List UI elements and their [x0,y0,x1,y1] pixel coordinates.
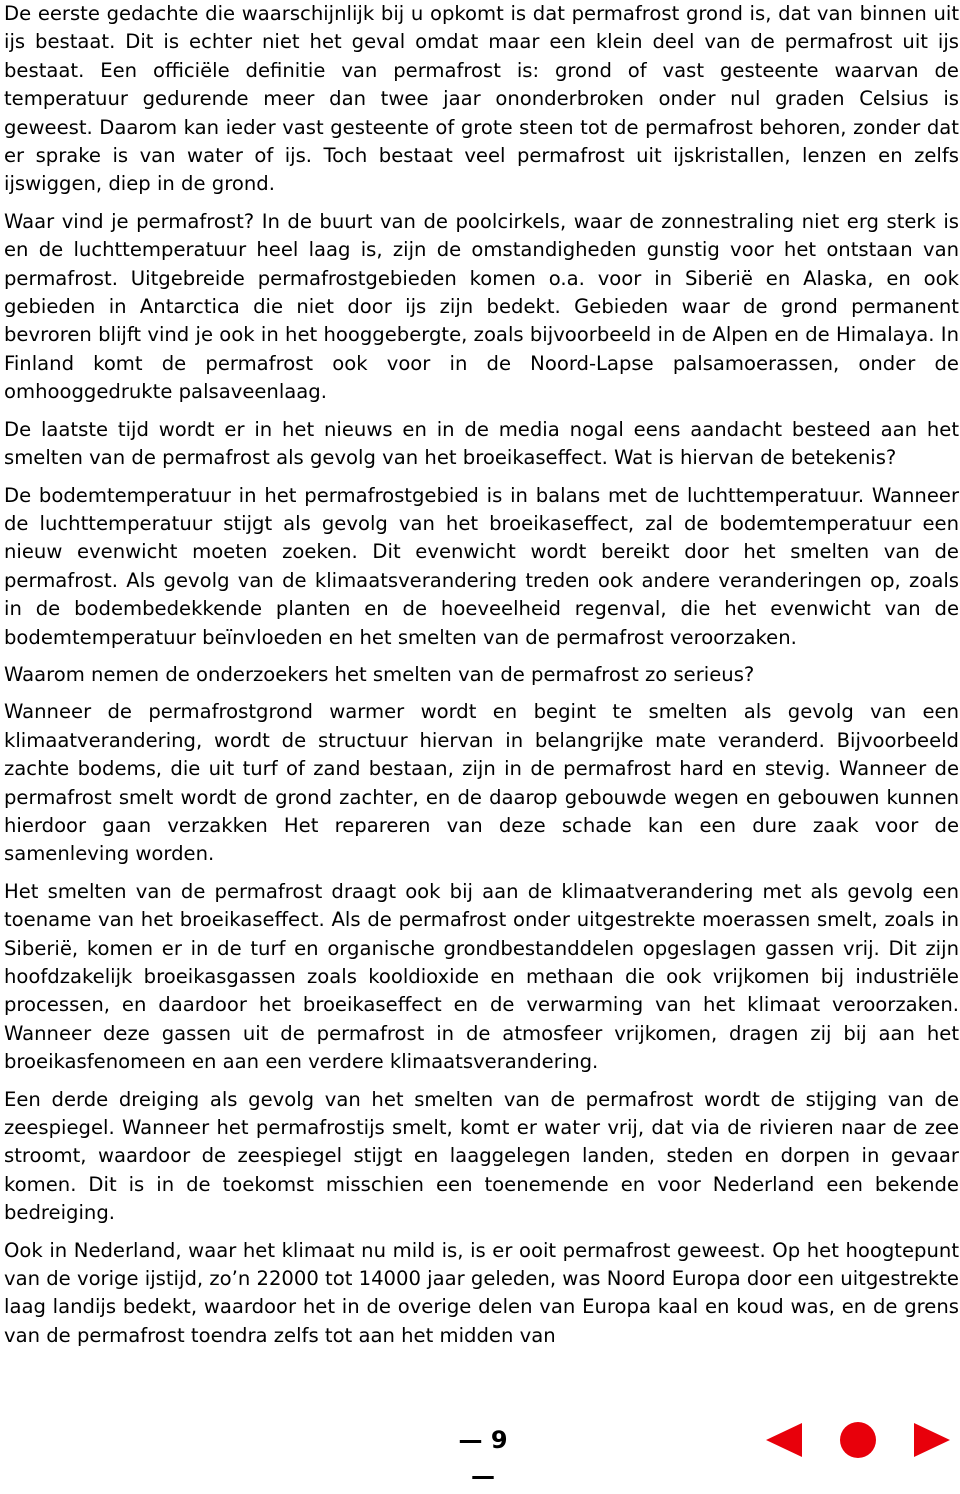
paragraph-definition: De eerste gedachte die waarschijnlijk bij u opkomt is dat permafrost grond is, dat van binnen uit ijs bestaat. Dit is echter niet het geval omdat maar een klein deel van de permafrost uit ijs bestaat. Een officiële definitie van permafrost is: grond of vast gesteente waarvan de temperatuur gedurende meer dan twee jaar ononderbroken onder nul graden Celsius is geweest. Daarom kan ieder vast gesteente of grote steen tot de permafrost behoren, zonder dat er sprake is van water of ijs. Toch bestaat veel permafrost uit ijskristallen, lenzen en zelfs ijswiggen, diep in de grond. [4,2,959,196]
paragraph-question: Waarom nemen de onderzoekers het smelten van de permafrost zo serieus? [4,662,755,686]
paragraph-news: De laatste tijd wordt er in het nieuws en in de media nogal eens aandacht besteed aan het smelten van de permafrost als gevolg van het broeikaseffect. Wat is hiervan de betekenis? [4,417,959,470]
triangle-right-icon [912,1420,952,1460]
next-page-button[interactable] [912,1420,952,1460]
paragraph-greenhouse: Het smelten van de permafrost draagt ook bij aan de klimaatverandering met als gevolg een toename van het broeikaseffect. Als de permafrost onder uitgestrekte moerassen smelt, zoals in Siberië, komen er in de turf en organische grondbestanddelen opgeslagen gassen vrij. Dit zijn hoofdzakelijk broeikasgassen zoals kooldioxide en methaan die ook vrijkomen bij industriële processen, en daardoor het broeikaseffect en de verwarming van het klimaat veroorzaken. Wanneer deze gassen uit de permafrost in de atmosfeer vrijkomen, dragen zij bij aan het broeikasfenomeen en aan een verdere klimaatsverandering. [4,879,959,1074]
paragraph-netherlands: Ook in Nederland, waar het klimaat nu mild is, is er ooit permafrost geweest. Op het hoogtepunt van de vorige ijstijd, zo’n 22000 tot 14000 jaar geleden, was Noord Europa door een uitgestrekte laag landijs bedekt, waardoor het in de overige delen van Europa kaal en koud was, en de grens van de permafrost toendra zelfs tot aan het midden van [4,1238,959,1347]
page-footer [0,1414,960,1490]
circle-icon [838,1420,878,1460]
paragraph-soil-temperature: De bodemtemperatuur in het permafrostgebied is in balans met de luchttemperatuur. Wanneer de luchttemperatuur stijgt als gevolg van het broeikaseffect, zal de bodemtemperatuur een nieuw evenwicht moeten zoeken. Dit evenwicht wordt bereikt door het smelten van de permafrost. Als gevolg van de klimaatsverandering treden ook andere veranderingen op, zoals in de bodembedekkende planten en de hoeveelheid regenval, die het evenwicht van de bodemtemperatuur beïnvloeden en het smelten van de permafrost veroorzaken. [4,483,959,649]
triangle-left-icon [764,1420,804,1460]
document-page [4,0,959,1359]
paragraph-structure: Wanneer de permafrostgrond warmer wordt en begint te smelten als gevolg van een klimaatverandering, wordt de structuur hiervan in belangrijke mate veranderd. Bijvoorbeeld zachte bodems, die uit turf of zand bestaan, zijn in de permafrost hard en stevig. Wanneer de permafrost smelt wordt de grond zachter, en de daarop gebouwde wegen en gebouwen kunnen hierdoor gaan verzakken Het repareren van deze schade kan een dure zaak voor de samenleving worden. [4,700,959,866]
previous-page-button[interactable] [764,1420,804,1460]
home-button[interactable] [838,1420,878,1460]
paragraph-locations: Waar vind je permafrost? In de buurt van de poolcirkels, waar de zonnestraling niet erg sterk is en de luchttemperatuur heel laag is, zijn de omstandigheden gunstig voor het ontstaan van permafrost. Uitgebreide permafrostgebieden komen o.a. voor in Siberië en Alaska, en ook gebieden in Antarctica die niet door ijs zijn bedekt. Gebieden waar de grond permanent bevroren blijft vind je ook in het hooggebergte, zoals bijvoorbeeld in de Alpen en de Himalaya. In Finland komt de permafrost ook voor in de Noord-Lapse palsamoerassen, onder de omhooggedrukte palsaveenlaag. [4,209,959,404]
page-number: — 9 — [458,1426,508,1490]
paragraph-sea-level: Een derde dreiging als gevolg van het smelten van de permafrost wordt de stijging van de zeespiegel. Wanneer het permafrostijs smelt, komt er water vrij, dat via de rivieren naar de zee stroomt, waardoor de zeespiegel stijgt en laaggelegen landen, steden en dorpen in gevaar komen. Dit is in de toekomst misschien een toenemende en voor Nederland een bekende bedreiging. [4,1087,959,1225]
